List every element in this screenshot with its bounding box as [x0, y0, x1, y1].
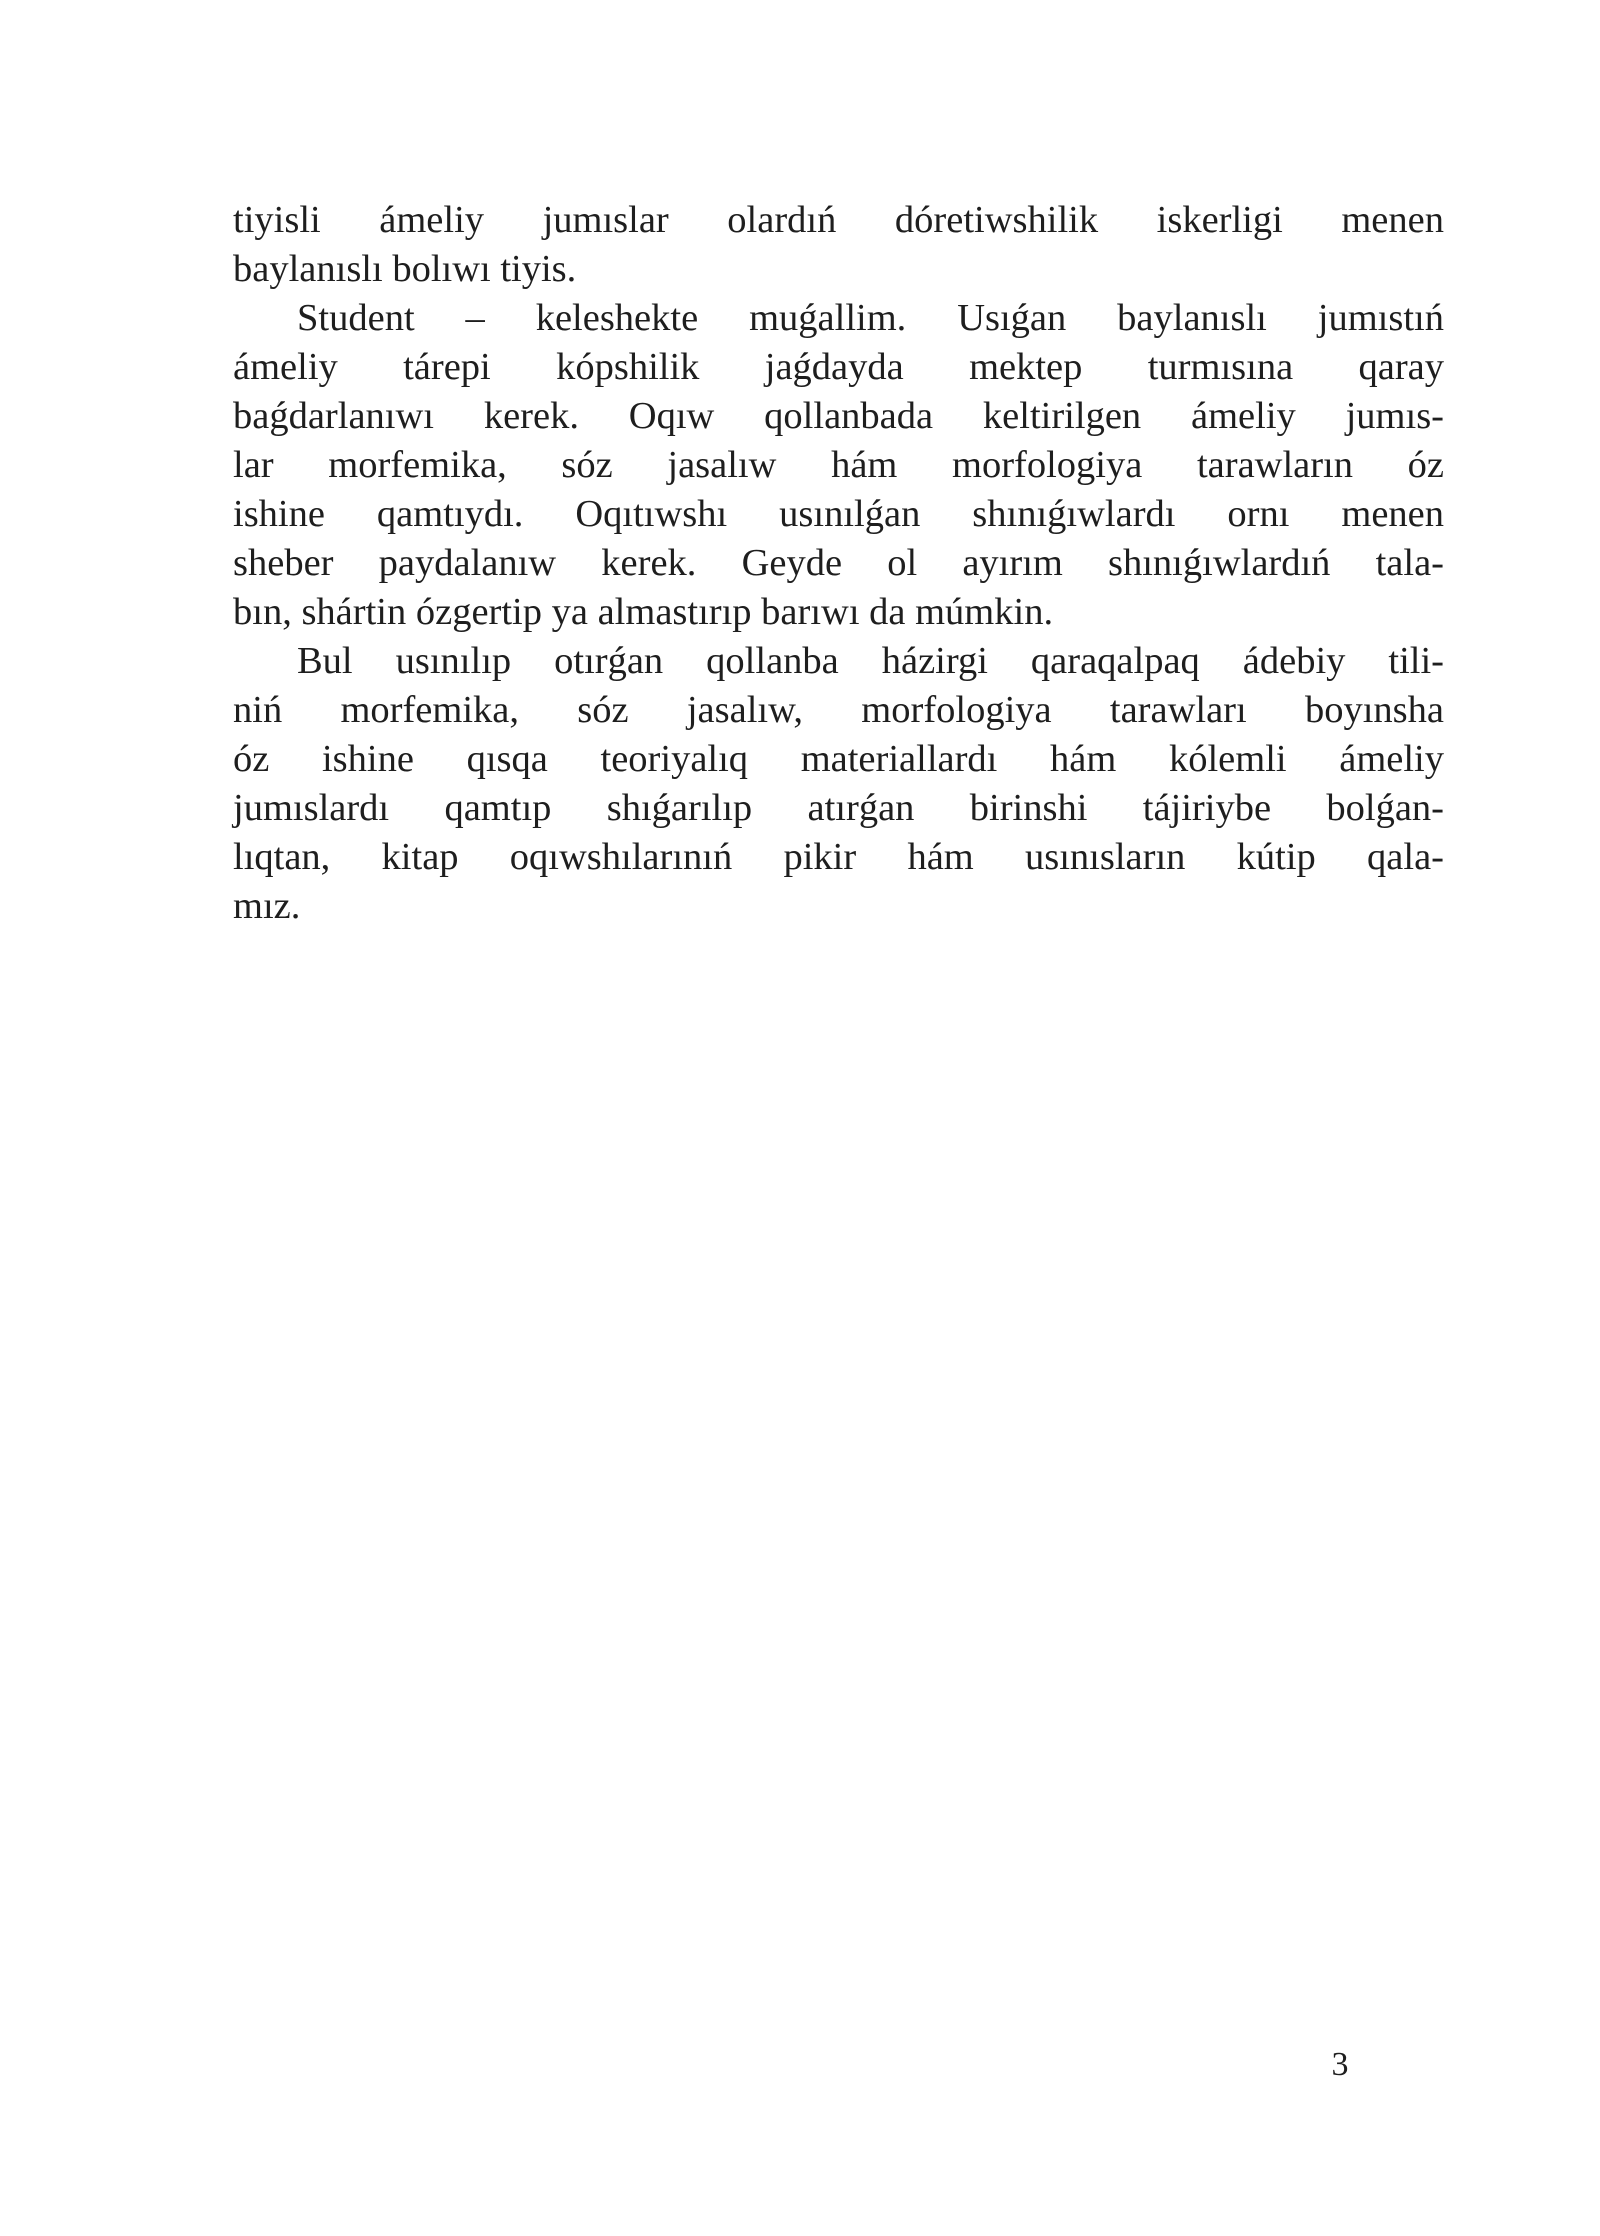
text-line: Bul usınılıp otırǵan qollanba házirgi qaraqalpaq ádebiy tili-	[297, 640, 1444, 682]
text-line: tiyisli ámeliy jumıslar olardıń dóretiwshilik iskerligi menen	[233, 199, 1444, 241]
text-line: jumıslardı qamtıp shıǵarılıp atırǵan birinshi tájiriybe bolǵan-	[233, 787, 1444, 829]
text-line: lıqtan, kitap oqıwshılarınıń pikir hám usınısların kútip qala-	[233, 836, 1444, 878]
text-line: ámeliy tárepi kópshilik jaǵdayda mektep turmısına qaray	[233, 346, 1444, 388]
text-line: baǵdarlanıwı kerek. Oqıw qollanbada keltirilgen ámeliy jumıs-	[233, 395, 1444, 437]
text-line: mız.	[233, 885, 301, 927]
text-line: óz ishine qısqa teoriyalıq materiallardı hám kólemli ámeliy	[233, 738, 1444, 780]
text-line: lar morfemika, sóz jasalıw hám morfologiya tarawların óz	[233, 444, 1444, 486]
text-line: ishine qamtıydı. Oqıtıwshı usınılǵan shınıǵıwlardı ornı menen	[233, 493, 1444, 535]
text-line: Student – keleshekte muǵallim. Usıǵan baylanıslı jumıstıń	[297, 297, 1444, 339]
text-line: baylanıslı bolıwı tiyis.	[233, 248, 577, 290]
body-text	[233, 196, 1444, 931]
text-line: niń morfemika, sóz jasalıw, morfologiya tarawları boyınsha	[233, 689, 1444, 731]
page-number: 3	[1331, 2046, 1349, 2083]
text-line: bın, shártin ózgertip ya almastırıp barıwı da múmkin.	[233, 591, 1054, 633]
text-line: sheber paydalanıw kerek. Geyde ol ayırım shınıǵıwlardıń tala-	[233, 542, 1444, 584]
